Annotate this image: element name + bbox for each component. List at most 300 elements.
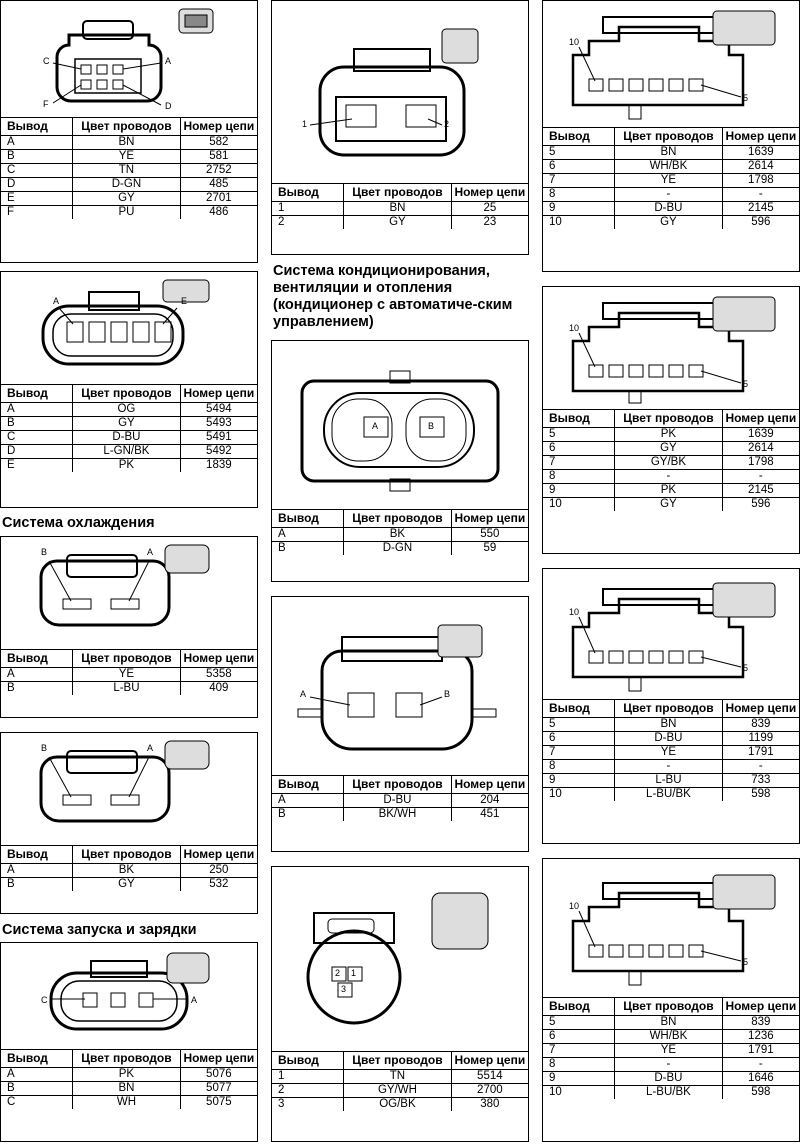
circuit-cell: 5077 (180, 1082, 257, 1096)
pin-cell: 1 (272, 1070, 344, 1084)
connector-block (271, 596, 529, 852)
pin-cell: 5 (543, 146, 615, 160)
wire-color-cell: BK (73, 864, 181, 878)
connector-block (271, 866, 529, 1142)
pin-cell: 10 (543, 498, 615, 512)
wire-color-cell: BK/WH (344, 808, 452, 822)
connector-drawing (543, 287, 799, 409)
table-row (1, 192, 257, 206)
pin-cell: A (272, 528, 344, 542)
pin-cell: F (1, 206, 73, 220)
circuit-cell: - (722, 760, 799, 774)
connector-block (0, 942, 258, 1142)
pin-cell: 7 (543, 746, 615, 760)
pin-label: B (41, 547, 48, 557)
table-row (272, 542, 528, 556)
wire-color-cell: PK (73, 459, 181, 473)
pin-cell: 8 (543, 470, 615, 484)
col-pin: Вывод (7, 651, 48, 665)
pin-cell: 9 (543, 1072, 615, 1086)
circuit-cell: 839 (722, 718, 799, 732)
col-circuit: Номер цепи (722, 128, 799, 146)
circuit-cell: 1798 (722, 174, 799, 188)
circuit-cell: 1798 (722, 456, 799, 470)
pin-cell: 10 (543, 788, 615, 802)
circuit-cell: 733 (722, 774, 799, 788)
section-title: Система запуска и зарядки (2, 922, 197, 938)
col-circuit: Номер цепи (451, 776, 528, 794)
pin-cell: 6 (543, 160, 615, 174)
pin-cell: 8 (543, 188, 615, 202)
table-row (1, 1068, 257, 1082)
table-row (543, 1058, 799, 1072)
pin-cell: 10 (543, 216, 615, 230)
table-row (543, 760, 799, 774)
pinout-table (272, 510, 528, 555)
table-row (272, 1084, 528, 1098)
wire-color-cell: L-BU/BK (615, 1086, 723, 1100)
connector-diagram (272, 867, 528, 1052)
table-row (1, 164, 257, 178)
table-row (543, 718, 799, 732)
connector-diagram (543, 569, 799, 700)
circuit-cell: 839 (722, 1016, 799, 1030)
pin-label: A (191, 995, 198, 1005)
connector-diagram (272, 341, 528, 510)
circuit-cell: 598 (722, 1086, 799, 1100)
pin-label: B (428, 421, 435, 431)
pin-cell: 6 (543, 442, 615, 456)
table-row (543, 1086, 799, 1100)
circuit-cell: - (722, 470, 799, 484)
connector-drawing (543, 1, 799, 127)
col-wire: Цвет проводов (615, 128, 723, 146)
circuit-cell: 5491 (180, 431, 257, 445)
wire-color-cell: BK (344, 528, 452, 542)
table-row (543, 746, 799, 760)
table-row (543, 498, 799, 512)
pin-label: A (300, 689, 307, 699)
col-circuit: Номер цепи (180, 385, 257, 403)
table-row (543, 1016, 799, 1030)
pin-cell: A (1, 668, 73, 682)
col-pin: Вывод (549, 411, 590, 425)
pin-label: 1 (351, 968, 357, 978)
col-wire: Цвет проводов (344, 776, 452, 794)
pinout-table (543, 700, 799, 801)
pin-label: 5 (743, 957, 749, 967)
circuit-cell: 1791 (722, 746, 799, 760)
table-row (272, 1070, 528, 1084)
table-row (1, 459, 257, 473)
connector-diagram (272, 597, 528, 776)
wire-color-cell: OG/BK (344, 1098, 452, 1112)
pin-cell: 7 (543, 174, 615, 188)
circuit-cell: 5493 (180, 417, 257, 431)
pin-cell: 5 (543, 428, 615, 442)
right-column (542, 0, 800, 1144)
circuit-cell: 380 (451, 1098, 528, 1112)
col-circuit: Номер цепи (451, 510, 528, 528)
pin-cell: E (1, 192, 73, 206)
col-pin: Вывод (278, 1053, 319, 1067)
pinout-table (543, 128, 799, 229)
pin-cell: B (1, 682, 73, 696)
col-circuit: Номер цепи (722, 700, 799, 718)
table-row (543, 788, 799, 802)
col-wire: Цвет проводов (73, 846, 181, 864)
wire-color-cell: D-BU (344, 794, 452, 808)
pin-cell: A (1, 1068, 73, 1082)
col-circuit: Номер цепи (180, 118, 257, 136)
wire-color-cell: GY/WH (344, 1084, 452, 1098)
circuit-cell: 2752 (180, 164, 257, 178)
circuit-cell: 1791 (722, 1044, 799, 1058)
wire-color-cell: BN (615, 146, 723, 160)
table-row (543, 188, 799, 202)
col-pin: Вывод (278, 185, 319, 199)
table-row (543, 160, 799, 174)
pin-label: 3 (341, 984, 347, 994)
circuit-cell: 1639 (722, 428, 799, 442)
pin-cell: A (1, 864, 73, 878)
col-circuit: Номер цепи (451, 1052, 528, 1070)
circuit-cell: - (722, 1058, 799, 1072)
wire-color-cell: PK (615, 428, 723, 442)
wire-color-cell: D-BU (615, 1072, 723, 1086)
pin-cell: 9 (543, 202, 615, 216)
connector-block (542, 286, 800, 554)
col-wire: Цвет проводов (344, 510, 452, 528)
circuit-cell: 582 (180, 136, 257, 150)
pin-cell: 10 (543, 1086, 615, 1100)
pin-cell: 2 (272, 216, 344, 230)
pin-cell: D (1, 445, 73, 459)
pin-label: 2 (444, 119, 450, 129)
pin-label: 10 (569, 37, 580, 47)
pin-label: 5 (743, 379, 749, 389)
pin-cell: C (1, 164, 73, 178)
col-pin: Вывод (278, 777, 319, 791)
col-wire: Цвет проводов (73, 385, 181, 403)
pin-cell: 1 (272, 202, 344, 216)
wire-color-cell: - (615, 470, 723, 484)
pinout-table (272, 184, 528, 229)
table-row (543, 732, 799, 746)
pinout-table (1, 650, 257, 695)
col-circuit: Номер цепи (722, 998, 799, 1016)
table-row (272, 202, 528, 216)
pin-label: B (41, 743, 48, 753)
col-wire: Цвет проводов (615, 700, 723, 718)
pinout-table (1, 118, 257, 219)
circuit-cell: 596 (722, 498, 799, 512)
circuit-cell: 550 (451, 528, 528, 542)
table-row (1, 150, 257, 164)
table-row (1, 445, 257, 459)
table-row (272, 216, 528, 230)
circuit-cell: 5076 (180, 1068, 257, 1082)
connector-diagram (272, 1, 528, 184)
table-row (1, 682, 257, 696)
col-circuit: Номер цепи (451, 184, 528, 202)
circuit-cell: 5514 (451, 1070, 528, 1084)
circuit-cell: 59 (451, 542, 528, 556)
circuit-cell: 2614 (722, 442, 799, 456)
circuit-cell: 1646 (722, 1072, 799, 1086)
table-row (543, 174, 799, 188)
circuit-cell: 1236 (722, 1030, 799, 1044)
table-row (272, 1098, 528, 1112)
pin-label: A (147, 547, 154, 557)
pin-cell: 7 (543, 1044, 615, 1058)
table-row (1, 403, 257, 417)
circuit-cell: 2145 (722, 202, 799, 216)
pin-label: E (181, 296, 188, 306)
connector-drawing (272, 597, 528, 775)
table-row (1, 206, 257, 220)
wire-color-cell: YE (73, 668, 181, 682)
pin-label: 10 (569, 323, 580, 333)
col-wire: Цвет проводов (615, 998, 723, 1016)
col-wire: Цвет проводов (73, 650, 181, 668)
table-row (1, 1082, 257, 1096)
pin-cell: A (1, 136, 73, 150)
table-row (1, 178, 257, 192)
table-row (1, 668, 257, 682)
pinout-table (543, 410, 799, 511)
wire-color-cell: D-BU (615, 202, 723, 216)
pin-cell: E (1, 459, 73, 473)
middle-column (271, 0, 529, 1144)
wire-color-cell: TN (73, 164, 181, 178)
col-pin: Вывод (7, 119, 48, 133)
table-row (1, 1096, 257, 1110)
pin-label: 2 (335, 968, 341, 978)
col-circuit: Номер цепи (180, 650, 257, 668)
pin-cell: 5 (543, 718, 615, 732)
wire-color-cell: BN (615, 1016, 723, 1030)
table-row (543, 774, 799, 788)
pin-label: 5 (743, 93, 749, 103)
pin-cell: B (272, 542, 344, 556)
pin-label: F (43, 99, 49, 109)
table-row (543, 484, 799, 498)
circuit-cell: - (722, 188, 799, 202)
pin-cell: 3 (272, 1098, 344, 1112)
wire-color-cell: GY (73, 417, 181, 431)
wire-color-cell: GY (615, 216, 723, 230)
pin-cell: 9 (543, 774, 615, 788)
circuit-cell: 1199 (722, 732, 799, 746)
connector-drawing (1, 537, 257, 649)
wire-color-cell: BN (73, 136, 181, 150)
pin-cell: 9 (543, 484, 615, 498)
pin-cell: B (1, 1082, 73, 1096)
pinout-table (543, 998, 799, 1099)
table-row (543, 428, 799, 442)
pin-label: A (372, 421, 379, 431)
wire-color-cell: GY (344, 216, 452, 230)
wire-color-cell: YE (615, 1044, 723, 1058)
connector-diagram (1, 272, 257, 385)
connector-drawing (543, 569, 799, 699)
connector-diagram (543, 1, 799, 128)
circuit-cell: 204 (451, 794, 528, 808)
table-row (543, 216, 799, 230)
pin-label: B (444, 689, 451, 699)
pin-cell: C (1, 1096, 73, 1110)
wire-color-cell: D-GN (344, 542, 452, 556)
circuit-cell: 596 (722, 216, 799, 230)
connector-drawing (1, 733, 257, 845)
wire-color-cell: L-BU/BK (615, 788, 723, 802)
col-wire: Цвет проводов (73, 1050, 181, 1068)
table-row (543, 442, 799, 456)
pinout-table (272, 1052, 528, 1111)
wire-color-cell: L-BU (73, 682, 181, 696)
wire-color-cell: - (615, 188, 723, 202)
pinout-table (1, 385, 257, 472)
table-row (543, 456, 799, 470)
wire-color-cell: WH/BK (615, 160, 723, 174)
connector-drawing (272, 867, 528, 1051)
connector-drawing (1, 272, 257, 384)
wire-color-cell: TN (344, 1070, 452, 1084)
pin-label: 10 (569, 901, 580, 911)
col-wire: Цвет проводов (73, 118, 181, 136)
col-circuit: Номер цепи (180, 1050, 257, 1068)
circuit-cell: 250 (180, 864, 257, 878)
circuit-cell: 2701 (180, 192, 257, 206)
pin-cell: B (1, 150, 73, 164)
table-row (543, 470, 799, 484)
circuit-cell: 581 (180, 150, 257, 164)
wire-color-cell: L-BU (615, 774, 723, 788)
pin-cell: 2 (272, 1084, 344, 1098)
pin-label: C (43, 56, 50, 66)
table-row (272, 794, 528, 808)
connector-block (0, 0, 258, 263)
table-row (1, 136, 257, 150)
circuit-cell: 23 (451, 216, 528, 230)
wire-color-cell: OG (73, 403, 181, 417)
circuit-cell: 485 (180, 178, 257, 192)
pin-cell: 7 (543, 456, 615, 470)
circuit-cell: 25 (451, 202, 528, 216)
wire-color-cell: GY (73, 192, 181, 206)
table-row (543, 1030, 799, 1044)
pin-cell: B (1, 878, 73, 892)
circuit-cell: 409 (180, 682, 257, 696)
pin-cell: A (272, 794, 344, 808)
pin-label: C (41, 995, 48, 1005)
wire-color-cell: YE (615, 174, 723, 188)
circuit-cell: 5358 (180, 668, 257, 682)
connector-drawing (1, 943, 257, 1049)
wire-color-cell: D-BU (73, 431, 181, 445)
wire-color-cell: D-BU (615, 732, 723, 746)
connector-diagram (543, 287, 799, 410)
connector-diagram (1, 1, 257, 118)
pin-label: A (147, 743, 154, 753)
col-wire: Цвет проводов (344, 184, 452, 202)
col-circuit: Номер цепи (180, 846, 257, 864)
table-row (543, 1072, 799, 1086)
connector-block (542, 0, 800, 272)
table-row (543, 202, 799, 216)
table-row (272, 808, 528, 822)
pin-cell: B (272, 808, 344, 822)
table-row (543, 146, 799, 160)
wire-color-cell: - (615, 1058, 723, 1072)
col-pin: Вывод (7, 1051, 48, 1065)
connector-block (0, 732, 258, 914)
wire-color-cell: PU (73, 206, 181, 220)
connector-drawing (1, 1, 257, 117)
connector-drawing (543, 859, 799, 997)
connector-block (542, 568, 800, 844)
pin-cell: 8 (543, 1058, 615, 1072)
pin-label: 1 (302, 119, 308, 129)
col-circuit: Номер цепи (722, 410, 799, 428)
circuit-cell: 486 (180, 206, 257, 220)
connector-block (0, 536, 258, 718)
connector-block (0, 271, 258, 508)
circuit-cell: 598 (722, 788, 799, 802)
table-row (1, 864, 257, 878)
col-pin: Вывод (549, 999, 590, 1013)
wire-color-cell: - (615, 760, 723, 774)
circuit-cell: 2614 (722, 160, 799, 174)
circuit-cell: 5075 (180, 1096, 257, 1110)
table-row (1, 417, 257, 431)
wire-color-cell: YE (73, 150, 181, 164)
pin-cell: C (1, 431, 73, 445)
wire-color-cell: PK (73, 1068, 181, 1082)
wire-color-cell: BN (615, 718, 723, 732)
wire-color-cell: BN (344, 202, 452, 216)
connector-diagram (1, 733, 257, 846)
col-pin: Вывод (549, 129, 590, 143)
section-title: Система кондиционирования, вентиляции и отопления (кондиционер с автоматиче-ским управлением) (273, 263, 513, 330)
section-title: Система охлаждения (2, 515, 155, 531)
wire-color-cell: GY/BK (615, 456, 723, 470)
col-wire: Цвет проводов (615, 410, 723, 428)
table-row (1, 431, 257, 445)
pinout-table (1, 1050, 257, 1109)
wire-color-cell: D-GN (73, 178, 181, 192)
circuit-cell: 5492 (180, 445, 257, 459)
circuit-cell: 2700 (451, 1084, 528, 1098)
connector-diagram (1, 943, 257, 1050)
pinout-table (272, 776, 528, 821)
pinout-table (1, 846, 257, 891)
circuit-cell: 451 (451, 808, 528, 822)
pin-cell: 6 (543, 1030, 615, 1044)
circuit-cell: 5494 (180, 403, 257, 417)
col-pin: Вывод (7, 847, 48, 861)
pin-label: D (165, 101, 172, 111)
connector-block (271, 0, 529, 255)
connector-drawing (272, 341, 528, 509)
pin-cell: 8 (543, 760, 615, 774)
circuit-cell: 2145 (722, 484, 799, 498)
col-pin: Вывод (278, 511, 319, 525)
pin-cell: D (1, 178, 73, 192)
wire-color-cell: PK (615, 484, 723, 498)
pin-cell: 6 (543, 732, 615, 746)
